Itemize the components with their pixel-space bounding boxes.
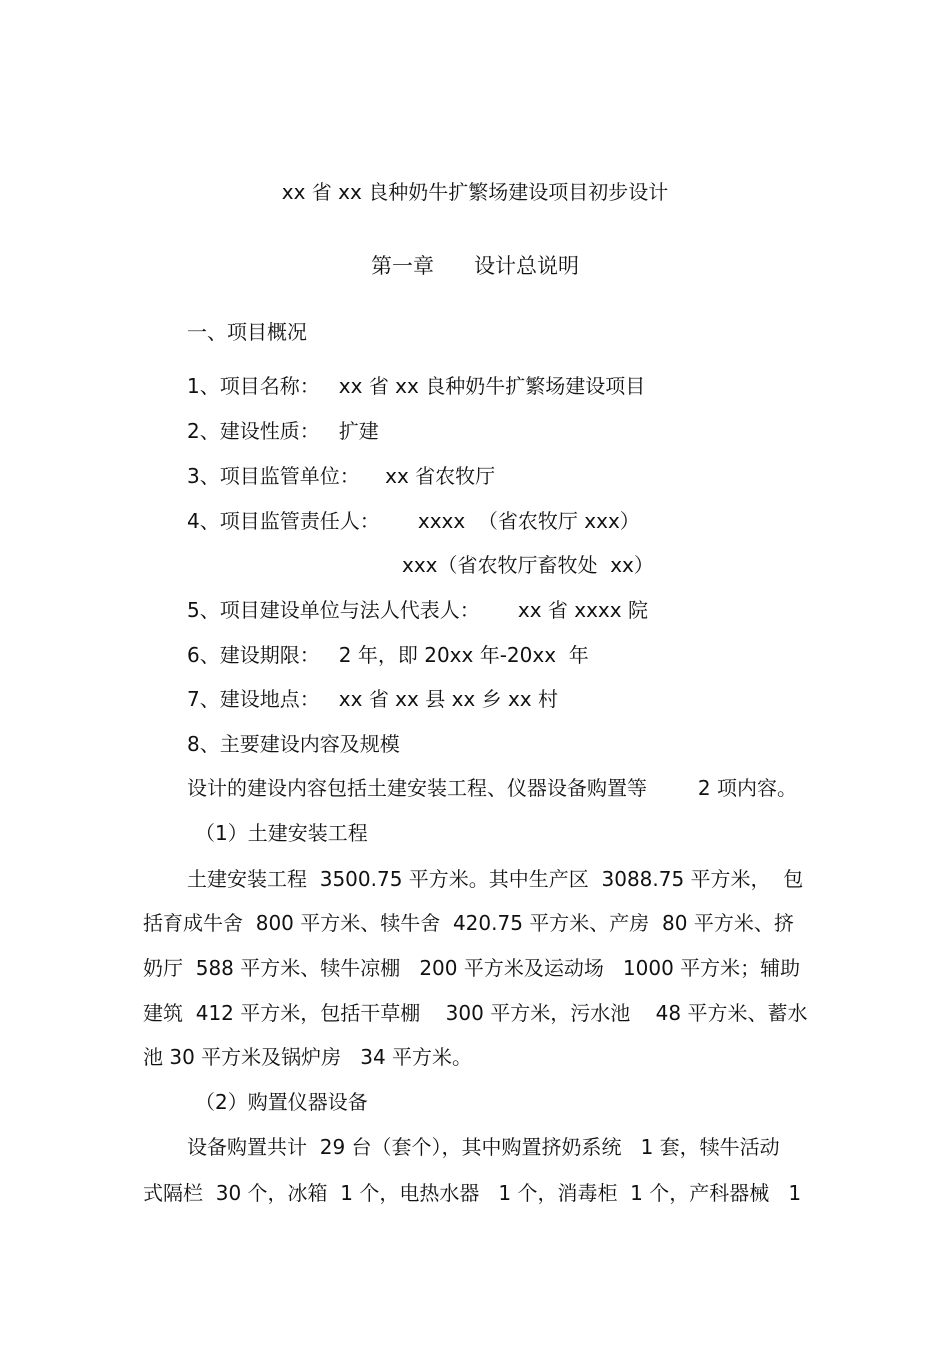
paragraph-1-line: 建筑 412 平方米，包括干草棚 300 平方米，污水池 48 平方米、蓄水 <box>143 1001 808 1025</box>
list-item-responsible-person-cont: xxx（省农牧厅畜牧处 xx） <box>402 553 654 577</box>
list-item-content-scale: 8、主要建设内容及规模 <box>187 732 400 756</box>
paragraph-1-line: 奶厅 588 平方米、犊牛凉棚 200 平方米及运动场 1000 平方米；辅助 <box>143 956 801 980</box>
paragraph-1-line: 括育成牛舍 800 平方米、犊牛舍 420.75 平方米、产房 80 平方米、挤 <box>143 911 794 935</box>
subsection-heading-1: （1）土建安装工程 <box>195 821 368 845</box>
list-item-period: 6、建设期限： 2 年，即 20xx 年-20xx 年 <box>187 643 589 667</box>
section-heading: 一、项目概况 <box>187 320 307 344</box>
list-item-location: 7、建设地点： xx 省 xx 县 xx 乡 xx 村 <box>187 687 558 711</box>
list-item-supervisor-unit: 3、项目监管单位： xx 省农牧厅 <box>187 464 496 488</box>
list-item-responsible-person: 4、项目监管责任人： xxxx （省农牧厅 xxx） <box>187 509 640 533</box>
paragraph-1-line: 池 30 平方米及锅炉房 34 平方米。 <box>143 1045 473 1069</box>
paragraph-2-line: 式隔栏 30 个，冰箱 1 个，电热水器 1 个，消毒柜 1 个，产科器械 1 <box>143 1181 802 1205</box>
list-item-nature: 2、建设性质： 扩建 <box>187 419 379 443</box>
subsection-heading-2: （2）购置仪器设备 <box>195 1090 368 1114</box>
paragraph-1-line: 土建安装工程 3500.75 平方米。其中生产区 3088.75 平方米， 包 <box>187 867 804 891</box>
document-title: xx 省 xx 良种奶牛扩繁场建设项目初步设计 <box>281 180 669 204</box>
list-item-construction-unit: 5、项目建设单位与法人代表人： xx 省 xxxx 院 <box>187 598 648 622</box>
intro-paragraph: 设计的建设内容包括土建安装工程、仪器设备购置等 2 项内容。 <box>187 776 797 800</box>
list-item-project-name: 1、项目名称： xx 省 xx 良种奶牛扩繁场建设项目 <box>187 374 646 398</box>
chapter-heading: 第一章 设计总说明 <box>370 254 580 278</box>
paragraph-2-line: 设备购置共计 29 台（套个），其中购置挤奶系统 1 套，犊牛活动 <box>187 1135 780 1159</box>
